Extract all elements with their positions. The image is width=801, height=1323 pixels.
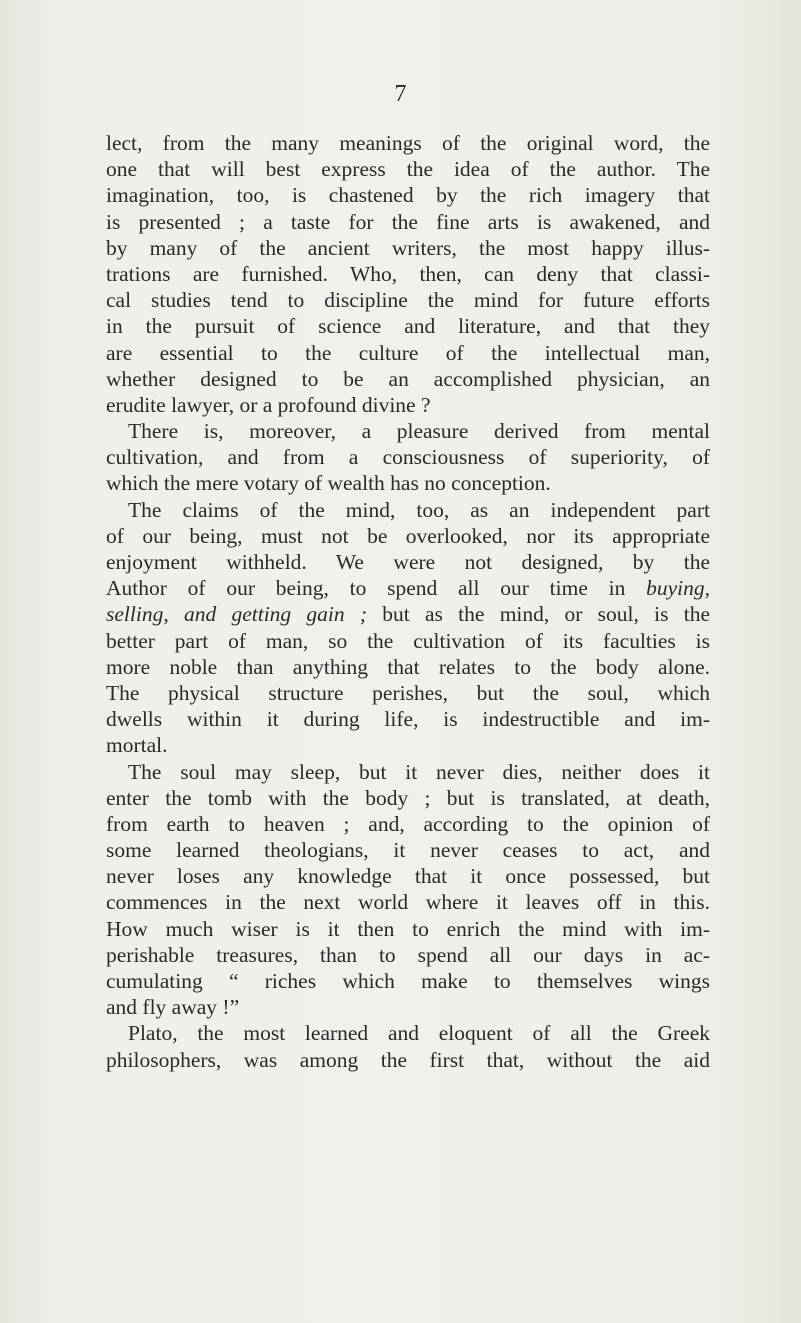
text-line: better part of man, so the cultivation of its faculties is (106, 628, 710, 653)
text-line-italic (106, 601, 710, 627)
text-line: of our being, must not be overlooked, nor its appropriate (106, 523, 710, 548)
text-line: perishable treasures, than to spend all our days in ac- (106, 942, 710, 967)
text-line: imagination, too, is chastened by the rich imagery that (106, 183, 710, 208)
paragraph-start: Plato, the most learned and eloquent of all the Greek (128, 1021, 710, 1046)
text-line: enter the tomb with the body ; but is translated, at death, (106, 785, 710, 810)
text-line: mortal. (106, 733, 168, 758)
text-line: and fly away !” (106, 995, 240, 1020)
text-line: are essential to the culture of the intellectual man, (106, 340, 710, 365)
text-line: cumulating “ riches which make to themselves wings (106, 969, 710, 993)
italic-phrase: buying, (646, 576, 710, 601)
text-line: cal studies tend to discipline the mind for future efforts (106, 288, 710, 313)
paragraph-start: The claims of the mind, too, as an independent part (128, 497, 710, 522)
text-line-italic (106, 575, 710, 601)
text-line: by many of the ancient writers, the most happy illus- (106, 235, 710, 260)
text-line: one that will best express the idea of the author. The (106, 157, 710, 182)
text-line: cultivation, and from a consciousness of superiority, of (106, 445, 710, 470)
body-text (106, 130, 710, 1073)
text-line: whether designed to be an accomplished physician, an (106, 366, 710, 391)
text-line: more noble than anything that relates to the body alone. (106, 654, 710, 679)
line-text: Author of our being, to spend all our time in (106, 576, 626, 601)
text-line: philosophers, was among the first that, without the aid (106, 1047, 710, 1072)
text-line: lect, from the many meanings of the original word, the (106, 131, 710, 155)
paragraph-start: There is, moreover, a pleasure derived from mental (128, 419, 710, 444)
paragraph-start: The soul may sleep, but it never dies, neither does it (128, 759, 710, 784)
text-line: never loses any knowledge that it once possessed, but (106, 864, 710, 889)
text-line: commences in the next world where it leaves off in this. (106, 890, 710, 915)
text-line: in the pursuit of science and literature, and that they (106, 314, 710, 339)
text-line: from earth to heaven ; and, according to the opinion of (106, 811, 710, 836)
page-number: 7 (394, 81, 407, 107)
text-line: How much wiser is it then to enrich the mind with im- (106, 916, 710, 941)
text-line: erudite lawyer, or a profound divine ? (106, 392, 431, 417)
text-line: which the mere votary of wealth has no conception. (106, 471, 551, 496)
text-line: trations are furnished. Who, then, can deny that classi- (106, 261, 710, 286)
text-line: dwells within it during life, is indestructible and im- (106, 707, 710, 732)
line-text: but as the mind, or soul, is the (382, 602, 710, 627)
text-line: enjoyment withheld. We were not designed, by the (106, 550, 710, 574)
text-line: The physical structure perishes, but the soul, which (106, 680, 710, 705)
text-line: is presented ; a taste for the fine arts is awakened, and (106, 209, 710, 234)
text-line: some learned theologians, it never ceases to act, and (106, 838, 710, 863)
italic-phrase: selling, and getting gain ; (106, 602, 368, 627)
